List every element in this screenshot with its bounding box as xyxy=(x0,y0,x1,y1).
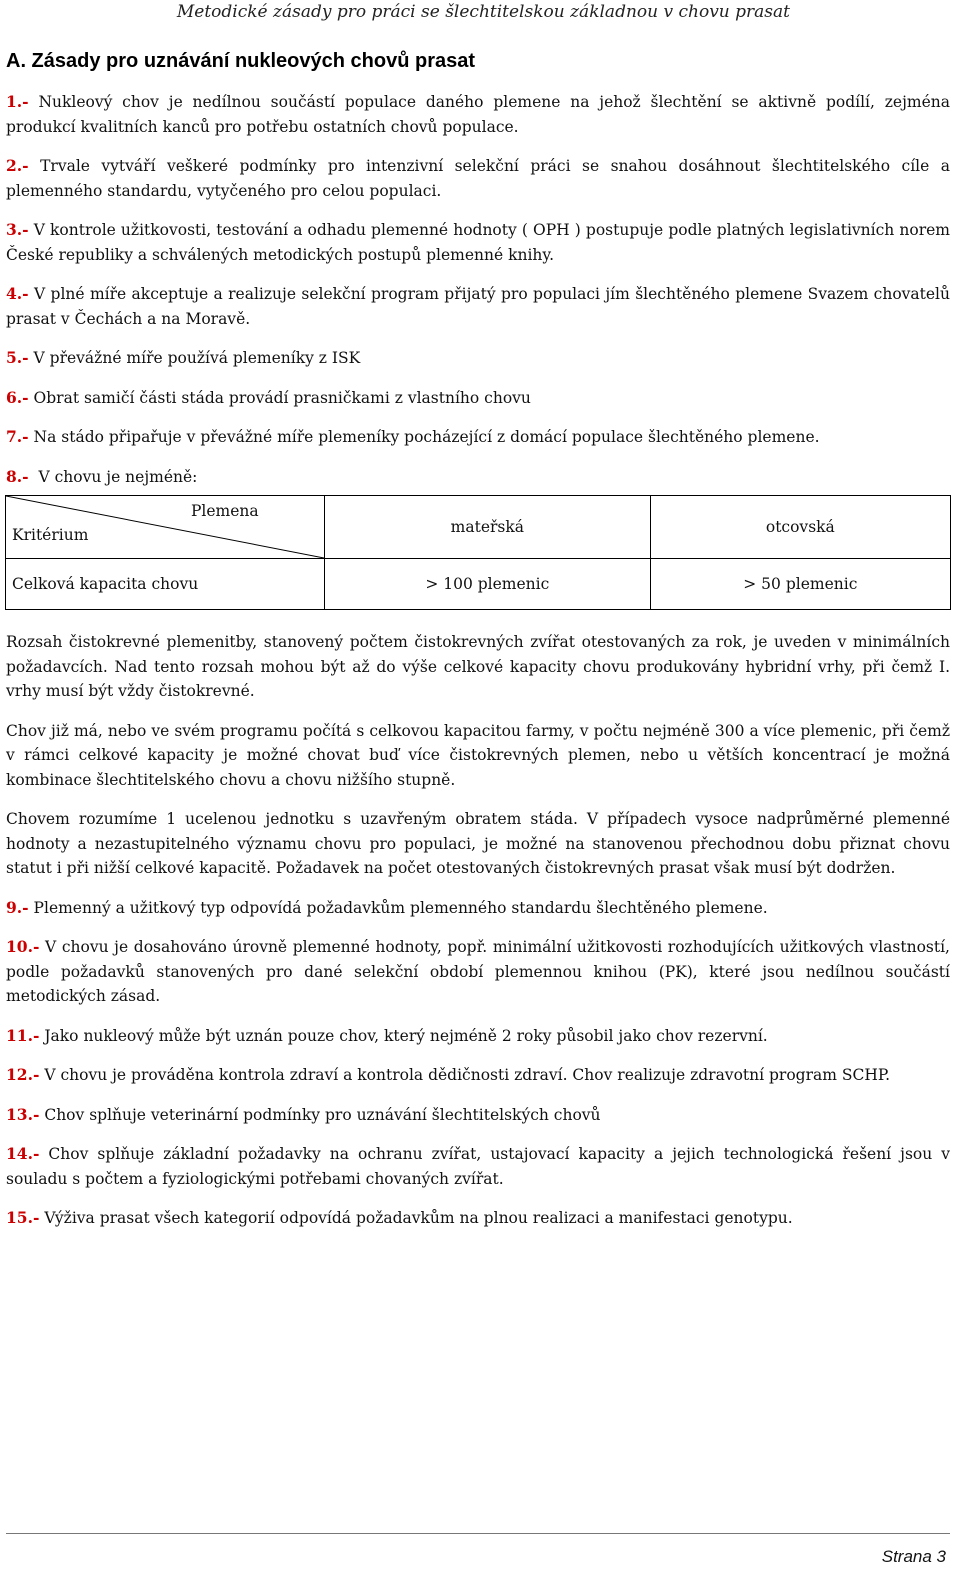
corner-label-breeds: Plemena xyxy=(191,502,259,520)
note-paragraph: Chovem rozumíme 1 ucelenou jednotku s uzavřeným obratem stáda. V případech vysoce nadprůměrné plemenné hodnoty a nezastupitelného významu chovu pro populaci, je možné na stanovenou přechodnou dobu přiznat chovu statut i při nižší celkové kapacitě. Požadavek na počet otestovaných čistokrevných prasat však musí být dodržen. xyxy=(6,810,950,877)
list-item: 14.- Chov splňuje základní požadavky na ochranu zvířat, ustajovací kapacity a jejich technologická řešení jsou v souladu s počtem a fyziologickými potřebami chovaných zvířat. xyxy=(6,1144,950,1188)
page-number: Strana 3 xyxy=(881,1547,946,1566)
cell-maternal: > 100 plemenic xyxy=(325,559,651,610)
footer-divider xyxy=(6,1533,950,1534)
note-paragraph: Rozsah čistokrevné plemenitby, stanovený počtem čistokrevných zvířat otestovaných za rok, je uveden v minimálních požadavcích. Nad tento rozsah mohou být až do výše celkové kapacity chovu produkovány hybridní vrhy, při čemž I. vrhy musí být vždy čistokrevné. xyxy=(6,633,950,700)
document-body xyxy=(6,90,950,1246)
list-item: 2.- Trvale vytváří veškeré podmínky pro intenzivní selekční práci se snahou dosáhnout šlechtitelského cíle a plemenného standardu, vytyčeného pro celou populaci. xyxy=(6,156,950,200)
list-item: 13.- Chov splňuje veterinární podmínky pro uznávání šlechtitelských chovů xyxy=(6,1104,601,1124)
table-row xyxy=(6,559,951,610)
table-corner-cell xyxy=(6,496,325,559)
list-item: 1.- Nukleový chov je nedílnou součástí populace daného plemene na jehož šlechtění se aktivně podílí, zejména produkcí kvalitních kanců pro potřebu ostatních chovů populace. xyxy=(6,92,950,136)
list-item: 6.- Obrat samičí části stáda provádí prasničkami z vlastního chovu xyxy=(6,387,531,407)
capacity-table xyxy=(5,495,951,610)
list-item: 12.- V chovu je prováděna kontrola zdraví a kontrola dědičnosti zdraví. Chov realizuje zdravotní program SCHP. xyxy=(6,1065,891,1084)
list-item: 8.- V chovu je nejméně: xyxy=(6,466,198,486)
running-header: Metodické zásady pro práci se šlechtitelskou základnou v chovu prasat xyxy=(176,2,790,22)
cell-paternal: > 50 plemenic xyxy=(650,559,950,610)
note-paragraph: Chov již má, nebo ve svém programu počítá s celkovou kapacitou farmy, v počtu nejméně 300 a více plemenic, při čemž v rámci celkové kapacity je možné chovat buď více čistokrevných plemen, nebo u větších koncentrací je možná kombinace šlechtitelského chovu a chovu nižšího stupně. xyxy=(6,721,950,789)
list-item: 7.- Na stádo připařuje v převážné míře plemeníky pocházející z domácí populace šlechtěného plemene. xyxy=(6,427,820,446)
section-title: A. Zásady pro uznávání nukleových chovů prasat xyxy=(6,50,476,72)
column-header-paternal: otcovská xyxy=(650,496,950,559)
column-header-maternal: mateřská xyxy=(325,496,651,559)
list-item: 9.- Plemenný a užitkový typ odpovídá požadavkům plemenného standardu šlechtěného plemene. xyxy=(6,897,768,917)
list-item: 10.- V chovu je dosahováno úrovně plemenné hodnoty, popř. minimální užitkovosti rozhodujících užitkových vlastností, podle požadavků stanovených pro dané selekční období plemennou knihou (PK), které jsou nedílnou součástí metodických zásad. xyxy=(6,937,950,1005)
row-label: Celková kapacita chovu xyxy=(6,559,325,610)
list-item: 5.- V převážné míře používá plemeníky z ISK xyxy=(6,348,361,367)
corner-label-criterion: Kritérium xyxy=(12,526,89,544)
list-item: 3.- V kontrole užitkovosti, testování a odhadu plemenné hodnoty ( OPH ) postupuje podle platných legislativních norem České republiky a schválených metodických postupů plemenné knihy. xyxy=(6,220,950,264)
list-item: 11.- Jako nukleový může být uznán pouze chov, který nejméně 2 roky působil jako chov rezervní. xyxy=(6,1025,768,1045)
list-item: 4.- V plné míře akceptuje a realizuje selekční program přijatý pro populaci jím šlechtěného plemene Svazem chovatelů prasat v Čechách a na Moravě. xyxy=(6,284,950,328)
list-item: 15.- Výživa prasat všech kategorií odpovídá požadavkům na plnou realizaci a manifestaci genotypu. xyxy=(6,1208,793,1227)
